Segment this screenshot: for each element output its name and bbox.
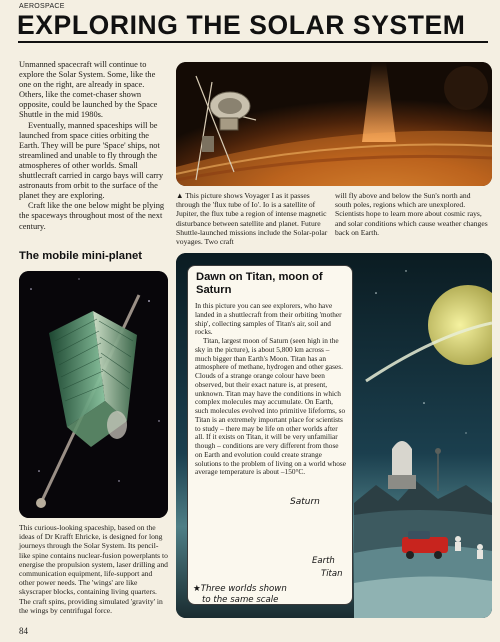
intro-paragraph-2: Eventually, manned spaceships will be launched from space cities orbiting the Earth. They will be pure 'Space' ships, not streamlined and unable to fly through the atmospheres of other worlds. Small shuttlecraft carried in cargo bays will carry astronauts from orbit to the surface of the planet they are exploring. — [19, 120, 164, 201]
intro-paragraph-1: Unmanned spacecraft will continue to explore the Solar System. Some, like the one on the right, are already in space. Others, like the comet-chaser shown opposite, could be launched by the Space Shuttle in the mid 1980s. — [19, 60, 158, 120]
scale-note-line-2: to the same scale — [202, 595, 279, 605]
voyager-illustration — [176, 62, 492, 186]
scale-note-line-1: ★Three worlds shown — [193, 584, 287, 594]
titan-paragraph-1: In this picture you can see explorers, who have landed in a shuttlecraft from their orbiting 'mother ship', collecting samples of Titan's air, soil and rocks. — [195, 301, 342, 337]
intro-paragraph-3: Craft like the one below might be plying the spaceways throughout most of the next century. — [19, 201, 165, 231]
caption-marker-icon: ▲ — [176, 191, 184, 200]
mini-planet-illustration — [19, 271, 168, 518]
voyager-caption-right: will fly above and below the Sun's north and south poles, regions which are unexplored. Scientists hope to learn more about cosmic rays, and solar conditions which cause weather changes back on Earth. — [335, 191, 488, 237]
page-title: EXPLORING THE SOLAR SYSTEM — [17, 10, 466, 40]
intro-text — [19, 60, 169, 232]
titan-heading: Dawn on Titan, moon of Saturn — [196, 271, 323, 296]
voyager-caption-left — [176, 191, 329, 246]
mini-planet-caption: This curious-looking spaceship, based on the ideas of Dr Krafft Ehricke, is designed for long journeys through the Solar System. Its pencil-like spine contains nuclear-fusion powerplants to energise the propulsion system, laser drilling and communication equipment, life-support and other power needs. The 'wings' are like skyscraper blocks, containing living quarters. The craft spins, providing simulated 'gravity' in the wings by centrifugal force. — [19, 523, 168, 615]
title-rule — [18, 41, 488, 43]
voyager-art — [176, 62, 492, 186]
saturn-label: Saturn — [290, 497, 320, 507]
titan-label: Titan — [321, 569, 343, 579]
titan-body — [195, 302, 347, 477]
earth-label: Earth — [312, 556, 335, 566]
mini-planet-heading: The mobile mini-planet — [19, 250, 143, 262]
page-number: 84 — [19, 626, 28, 636]
mini-planet-art — [19, 271, 168, 518]
titan-paragraph-2: Titan, largest moon of Saturn (seen high in the sky in the picture), is about 5,800 km across – much bigger than Earth's Moon. Titan has an atmosphere of methane, hydrogen and other gases. Clouds of a strange orange colour have been observed, but their exact nature is, at present, unknown. Titan may have the conditions in which complex molecules may accumulate. On Earth, such molecules evolved into primitive lifeforms, so Titan is an extremely important place for scientists to study – there may be life on other worlds after all. If it exists on Titan, it will be very unfamiliar though – conditions are very different from those on Earth and evolution could create strange solutions to the problem of living on a world whose average temperature is about –150°C. — [195, 336, 346, 477]
voyager-caption-text-1: This picture shows Voyager I as it passes through the 'flux tube of Io'. Io is a satellite of Jupiter, the flux tube a region of intense magnetic disturbance between satellite and planet. Future Shuttle-launched missions include the Solar-polar voyages. Two craft — [176, 191, 328, 247]
section-label: AEROSPACE — [19, 3, 65, 10]
